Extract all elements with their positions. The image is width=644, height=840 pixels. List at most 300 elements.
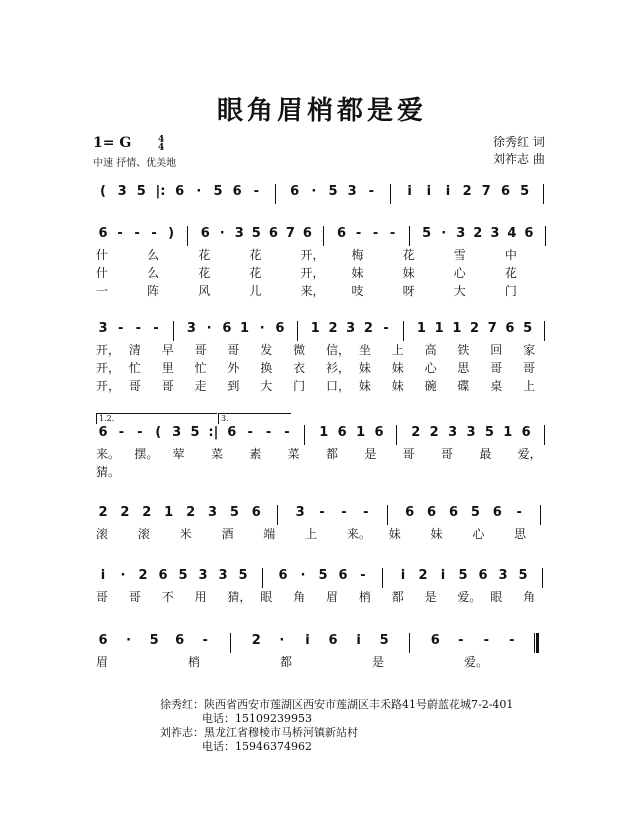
lyric-syllable: 来， [300,284,325,298]
lyric-syllable: 菜 [211,447,224,461]
note: 5 [318,568,328,583]
lyricist-phone: 电话：15109239953 [202,712,312,725]
lyric-syllable: 来。 [96,447,121,461]
lyric-syllable: 眼 [490,590,503,604]
note: ( [155,425,162,440]
note: 6 [302,226,312,241]
note: 6 [448,505,458,520]
note: 2 [462,184,472,199]
lyric-syllable: 么 [147,266,160,280]
note: 1 [434,321,444,336]
note: 2 [138,568,148,583]
note: 3 [456,226,466,241]
lyric-syllable: 上 [391,343,404,357]
note: 7 [285,226,295,241]
bar-line [409,226,410,246]
tempo-marking: 中速 抒情、优美地 [93,158,177,169]
note: 2 [411,425,421,440]
note: i [100,568,106,583]
lyric-syllable: 上 [523,379,536,393]
lyric-line [88,377,558,395]
lyric-syllable: 忙 [194,361,207,375]
volta-first-ending: 1.2. [96,413,217,424]
note: 5 [251,226,261,241]
note: 1 [416,321,426,336]
note: 3 [448,425,458,440]
note: 5 [470,505,480,520]
lyric-syllable: 都 [391,590,404,604]
lyric-syllable: 来。 [346,527,371,541]
lyric-syllable: 桌 [490,379,503,393]
note: · [300,568,306,583]
note: 6 [175,184,185,199]
note: 2 [418,568,428,583]
lyric-syllable: 里 [161,361,174,375]
lyric-syllable: 花 [198,248,211,262]
lyric-syllable: 铁 [457,343,470,357]
lyric-syllable: 大 [453,284,466,298]
bar-line [187,226,188,246]
note: - [137,425,143,440]
lyric-syllable: 猜， [227,590,252,604]
lyric-syllable: 滚 [96,527,109,541]
lyric-syllable: 妹 [388,527,401,541]
note: 5 [238,568,248,583]
note: - [247,425,253,440]
note: 5 [178,568,188,583]
note: - [253,184,260,199]
note: 1 [310,321,320,336]
note: - [202,633,208,648]
lyric-line [88,246,558,264]
lyric-syllable: 妹 [391,379,404,393]
score-system [88,184,558,204]
note: · [311,184,317,199]
bar-line [382,568,383,588]
lyric-syllable: 用 [194,590,207,604]
lyric-syllable: 开， [96,379,121,393]
notes-row [88,425,558,445]
lyric-syllable: 滚 [137,527,150,541]
note: - [134,226,140,241]
bar-line [277,505,278,525]
note: 3 [466,425,476,440]
score-system [88,505,558,543]
lyric-line [88,359,558,377]
note: 3 [172,425,182,440]
note: 2 [473,226,483,241]
note: - [360,568,366,583]
bar-line [230,633,231,653]
note: - [265,425,272,440]
note: 1 [503,425,513,440]
lyric-syllable: 花 [198,266,211,280]
lyric-syllable: 阵 [147,284,160,298]
note: 3 [98,321,108,336]
note: 7 [481,184,491,199]
bar-line [275,184,276,204]
note: 6 [337,425,347,440]
note: 5 [136,184,146,199]
lyric-syllable: 回 [490,343,503,357]
note: 5 [458,568,468,583]
note: - [458,633,464,648]
lyric-syllable: 信， [326,343,351,357]
note: 5 [518,568,528,583]
lyric-syllable: 眉 [96,655,109,669]
lyric-syllable: 清 [128,343,141,357]
lyric-syllable: 心 [424,361,437,375]
note: |: [155,184,166,199]
note: - [389,226,396,241]
lyric-syllable: 心 [472,527,485,541]
note: · [219,226,225,241]
notes-row [88,505,558,525]
score-system [88,226,558,300]
lyric-syllable: 门 [293,379,306,393]
lyric-syllable: 家 [523,343,536,357]
lyric-syllable: 哥 [194,343,207,357]
note: - [117,321,124,336]
note: · [279,633,285,648]
note: i [305,633,310,648]
lyric-syllable: 吱 [351,284,364,298]
note: i [440,568,446,583]
note: 2 [470,321,480,336]
lyric-syllable: 哥 [227,343,240,357]
lyric-syllable: 走 [194,379,207,393]
lyric-syllable: 都 [326,447,339,461]
lyric-syllable: 口， [326,379,351,393]
bar-line [403,321,404,341]
note: 6 [374,425,384,440]
note: 3 [295,505,305,520]
note: 6 [505,321,515,336]
lyric-syllable: 心 [453,266,466,280]
note: - [368,184,375,199]
contact-footer [160,698,513,754]
composer-credit: 刘祚志 曲 [493,152,545,166]
note: 6 [328,633,338,648]
note: 3 [346,321,356,336]
note: i [400,568,406,583]
note: 3 [234,226,244,241]
note: · [120,568,126,583]
lyric-syllable: 是 [372,655,385,669]
note: - [135,321,142,336]
lyric-syllable: 中 [504,248,517,262]
note: 3 [218,568,228,583]
lyric-syllable: 雪 [453,248,466,262]
score-system [88,321,558,395]
note: 6 [524,226,534,241]
note: 3 [117,184,127,199]
bar-line [297,321,298,341]
note: · [126,633,132,648]
note: 6 [158,568,168,583]
note: 6 [232,184,242,199]
lyric-syllable: 梅 [351,248,364,262]
note: 6 [98,425,108,440]
notes-row [88,184,558,204]
note: - [319,505,325,520]
lyric-syllable: 角 [523,590,536,604]
lyric-syllable: 开， [96,343,121,357]
score-system [88,568,558,606]
lyric-syllable: 哥 [96,590,109,604]
note: - [117,226,123,241]
lyric-syllable: 角 [293,590,306,604]
note: · [196,184,202,199]
lyric-syllable: 妹 [391,361,404,375]
note: 2 [328,321,338,336]
lyric-syllable: 衫， [326,361,351,375]
note: - [483,633,490,648]
note: 1 [240,321,250,336]
note: 5 [229,505,239,520]
lyric-syllable: 是 [364,447,377,461]
bar-line [544,425,545,445]
key-signature: 1= G [93,135,132,151]
composer-address: 刘祚志：黑龙江省穆棱市马桥河镇新站村 [160,726,358,739]
lyric-syllable: 素 [249,447,262,461]
note: 5 [190,425,200,440]
bar-line [540,505,541,525]
lyric-syllable: 哥 [441,447,454,461]
bar-line [173,321,174,341]
note: 6 [275,321,285,336]
lyric-syllable: 妹 [358,361,371,375]
time-signature-top: 4 [158,135,165,145]
lyric-syllable: 梢 [188,655,201,669]
lyric-syllable: 是 [424,590,437,604]
lyric-syllable: 都 [280,655,293,669]
final-bar-line [534,633,539,653]
lyric-syllable: 妹 [402,266,415,280]
note: - [153,321,159,336]
note: 3 [198,568,208,583]
lyric-line [88,264,558,282]
note: 1 [452,321,462,336]
note: 3 [207,505,218,520]
lyric-syllable: 爱。 [464,655,489,669]
note: 1 [164,505,174,520]
lyric-line [88,282,558,300]
song-title: 眼角眉梢都是爱 [216,96,427,126]
bar-line [409,633,410,653]
note: ( [100,184,106,199]
lyric-syllable: 菜 [287,447,300,461]
lyric-syllable: 妹 [430,527,443,541]
lyric-line [88,588,558,606]
note: 1 [356,425,366,440]
score-system [88,633,558,671]
note: 6 [405,505,415,520]
note: 6 [500,184,511,199]
note: - [509,633,515,648]
lyric-syllable: 哥 [128,379,141,393]
lyric-syllable: 忙 [128,361,141,375]
lyric-syllable: 思 [514,527,527,541]
note: 2 [363,321,373,336]
lyric-syllable: 哥 [402,447,415,461]
lyric-syllable: 妹 [358,379,371,393]
bar-line [323,226,324,246]
note: 3 [186,321,196,336]
bar-line [542,568,543,588]
lyric-syllable: 荤 [172,447,185,461]
lyric-syllable: 碗 [424,379,437,393]
note: · [206,321,212,336]
note: 6 [175,633,185,648]
lyric-line [88,653,558,671]
note: 2 [98,505,108,520]
note: - [355,226,362,241]
lyric-syllable: 儿 [249,284,262,298]
lyric-syllable: 换 [260,361,273,375]
note: 6 [200,226,210,241]
lyric-syllable: 花 [249,248,262,262]
lyric-syllable: 哥 [128,590,141,604]
lyric-syllable: 大 [260,379,273,393]
bar-line [390,184,391,204]
bar-line [304,425,305,445]
note: 2 [186,505,196,520]
note: 5 [520,184,530,199]
note: 5 [328,184,338,199]
note: 6 [227,425,237,440]
lyric-syllable: 什 [96,266,109,280]
note: 2 [120,505,130,520]
notes-row [88,321,558,341]
lyric-syllable: 发 [260,343,273,357]
lyric-syllable: 妹 [351,266,364,280]
lyric-syllable: 眉 [326,590,339,604]
lyric-syllable: 风 [198,284,211,298]
note: 2 [429,425,439,440]
lyric-syllable: 一 [96,284,109,298]
note: - [151,226,157,241]
lyric-syllable: 酒 [221,527,234,541]
lyric-line [88,445,558,463]
bar-line [544,321,545,341]
note: 6 [430,633,440,648]
notes-row [88,633,558,653]
volta-third-ending: 3. [218,413,291,424]
note: 5 [422,226,432,241]
lyric-syllable: 花 [504,266,517,280]
lyric-syllable: 外 [227,361,240,375]
note: i [356,633,361,648]
note: 3 [490,226,500,241]
note: 3 [347,184,357,199]
lyric-syllable: 梢 [358,590,371,604]
lyric-line [88,525,558,543]
lyric-syllable: 开， [300,248,325,262]
lyricist-credit: 徐秀红 词 [493,135,545,149]
lyric-syllable: 微 [293,343,306,357]
lyric-syllable: 开， [96,361,121,375]
note: 6 [98,226,108,241]
lyric-syllable: 衣 [293,361,306,375]
note: 6 [222,321,232,336]
lyric-syllable: 哥 [161,379,174,393]
time-signature [158,136,164,152]
note: - [516,505,522,520]
lyric-syllable: 眼 [260,590,273,604]
bar-line [387,505,388,525]
lyric-syllable: 呀 [402,284,415,298]
note: · [259,321,265,336]
lyric-syllable: 坐 [358,343,371,357]
note: 5 [149,633,159,648]
note: - [118,425,125,440]
lyric-syllable: 思 [457,361,470,375]
note: 6 [478,568,488,583]
bar-line [545,226,546,246]
note: 7 [487,321,497,336]
lyric-syllable: 上 [305,527,318,541]
note: i [426,184,432,199]
composer-phone: 电话：15946374962 [202,740,312,753]
lyric-syllable: 什 [96,248,109,262]
note: i [407,184,412,199]
lyric-syllable: 哥 [490,361,503,375]
lyric-syllable: 最 [479,447,492,461]
notes-row [88,226,558,246]
lyric-syllable: 猜。 [96,465,121,479]
lyric-syllable: 花 [249,266,262,280]
note: 6 [268,226,278,241]
note: 4 [507,226,517,241]
note: 6 [427,505,437,520]
note: - [383,321,389,336]
note: - [284,425,290,440]
lyric-line [88,341,558,359]
score-system [88,414,558,481]
note: 6 [278,568,288,583]
note: 6 [98,633,108,648]
bar-line [262,568,263,588]
lyric-syllable: 花 [402,248,415,262]
lyric-syllable: 摆。 [134,447,159,461]
note: 6 [336,226,347,241]
note: 5 [379,633,389,648]
notes-row [88,568,558,588]
note: 5 [213,184,223,199]
note: · [441,226,447,241]
note: - [341,505,347,520]
note: 2 [142,505,152,520]
note: 6 [251,505,261,520]
lyric-syllable: 哥 [523,361,536,375]
note: 2 [251,633,261,648]
lyric-syllable: 不 [161,590,174,604]
lyric-syllable: 门 [504,284,517,298]
note: 6 [521,425,531,440]
note: :| [208,425,219,440]
lyricist-address: 徐秀红：陕西省西安市莲湖区西安市莲湖区丰禾路41号蔚蓝花城7-2-401 [160,698,514,711]
note: 1 [319,425,329,440]
note: - [372,226,379,241]
note: 5 [484,425,494,440]
lyric-syllable: 爱。 [457,590,482,604]
lyric-syllable: 端 [263,527,276,541]
bar-line [396,425,397,445]
note: 3 [498,568,508,583]
lyric-syllable: 高 [424,343,437,357]
note: 6 [338,568,348,583]
